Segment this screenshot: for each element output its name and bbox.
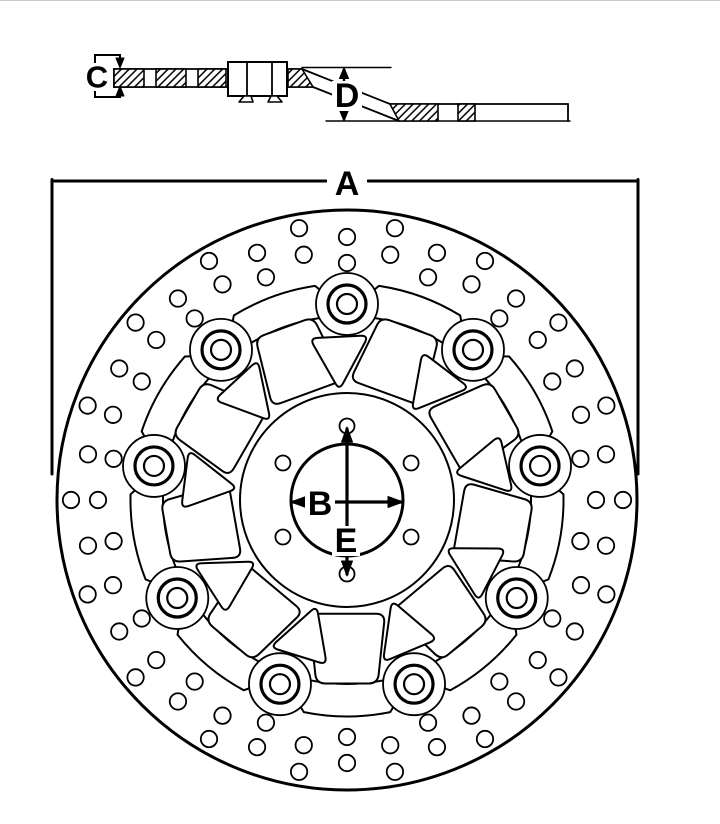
band-hole bbox=[339, 255, 355, 271]
dim-label-c: C bbox=[85, 59, 109, 95]
band-hole bbox=[420, 269, 436, 285]
band-hole bbox=[214, 707, 230, 723]
band-hole bbox=[573, 407, 589, 423]
band-hole bbox=[186, 310, 202, 326]
band-hole bbox=[90, 492, 106, 508]
band-hole bbox=[530, 332, 546, 348]
band-hole bbox=[249, 245, 265, 261]
band-hole bbox=[134, 373, 150, 389]
band-hole bbox=[339, 229, 355, 245]
section-hatch-lower2 bbox=[458, 104, 475, 121]
band-hole bbox=[134, 610, 150, 626]
band-hole bbox=[598, 586, 614, 602]
band-hole bbox=[477, 731, 493, 747]
band-hole bbox=[567, 360, 583, 376]
arrowhead bbox=[116, 58, 124, 68]
band-hole bbox=[201, 253, 217, 269]
band-hole bbox=[105, 533, 121, 549]
bolt-hole bbox=[275, 456, 290, 471]
band-hole bbox=[249, 739, 265, 755]
band-hole bbox=[508, 290, 524, 306]
band-hole bbox=[573, 577, 589, 593]
band-hole bbox=[550, 669, 566, 685]
bolt-hole bbox=[404, 456, 419, 471]
dim-label-b: B bbox=[307, 485, 333, 523]
dim-label-a: A bbox=[334, 165, 360, 203]
band-hole bbox=[387, 764, 403, 780]
band-hole bbox=[339, 755, 355, 771]
band-hole bbox=[80, 446, 96, 462]
float-button-bore bbox=[270, 674, 290, 694]
band-hole bbox=[105, 577, 121, 593]
band-hole bbox=[105, 451, 121, 467]
band-hole bbox=[127, 314, 143, 330]
float-button-bore bbox=[463, 340, 483, 360]
band-hole bbox=[429, 245, 445, 261]
float-button-bore bbox=[530, 456, 550, 476]
band-hole bbox=[258, 269, 274, 285]
band-hole bbox=[463, 707, 479, 723]
band-hole bbox=[420, 715, 436, 731]
band-hole bbox=[598, 397, 614, 413]
band-hole bbox=[339, 729, 355, 745]
band-hole bbox=[148, 652, 164, 668]
float-button-bore bbox=[404, 674, 424, 694]
cross-section-view bbox=[84, 55, 570, 121]
band-hole bbox=[477, 253, 493, 269]
band-hole bbox=[588, 492, 604, 508]
band-hole bbox=[598, 446, 614, 462]
float-button-bore bbox=[337, 294, 357, 314]
band-hole bbox=[148, 332, 164, 348]
bolt-hole bbox=[275, 530, 290, 545]
band-hole bbox=[111, 623, 127, 639]
section-hatch-segment bbox=[198, 69, 226, 87]
bolt-hole bbox=[404, 530, 419, 545]
band-hole bbox=[382, 247, 398, 263]
band-hole bbox=[296, 247, 312, 263]
band-hole bbox=[550, 314, 566, 330]
band-hole bbox=[544, 610, 560, 626]
dim-label-d: D bbox=[334, 77, 360, 115]
float-button-bore bbox=[144, 456, 164, 476]
band-slot bbox=[298, 680, 395, 716]
band-hole bbox=[79, 586, 95, 602]
section-hatch-segment bbox=[156, 69, 186, 87]
band-hole bbox=[105, 407, 121, 423]
float-button-bore bbox=[507, 588, 527, 608]
band-hole bbox=[530, 652, 546, 668]
band-hole bbox=[186, 673, 202, 689]
front-view bbox=[52, 165, 638, 790]
band-hole bbox=[615, 492, 631, 508]
band-hole bbox=[382, 737, 398, 753]
band-hole bbox=[201, 731, 217, 747]
band-hole bbox=[111, 360, 127, 376]
float-button-bore bbox=[167, 588, 187, 608]
band-hole bbox=[491, 310, 507, 326]
band-hole bbox=[572, 451, 588, 467]
section-hatch-segment bbox=[114, 69, 144, 87]
band-hole bbox=[291, 220, 307, 236]
band-hole bbox=[567, 623, 583, 639]
band-hole bbox=[170, 290, 186, 306]
band-hole bbox=[80, 537, 96, 553]
band-hole bbox=[508, 693, 524, 709]
band-hole bbox=[463, 276, 479, 292]
band-hole bbox=[296, 737, 312, 753]
section-hatch-lower1 bbox=[390, 104, 438, 121]
band-hole bbox=[572, 533, 588, 549]
band-hole bbox=[291, 764, 307, 780]
band-hole bbox=[127, 669, 143, 685]
dim-label-e: E bbox=[334, 522, 358, 560]
band-hole bbox=[170, 693, 186, 709]
band-hole bbox=[491, 673, 507, 689]
band-hole bbox=[258, 715, 274, 731]
band-hole bbox=[387, 220, 403, 236]
band-hole bbox=[214, 276, 230, 292]
rivet-section-body bbox=[228, 62, 287, 96]
float-button-bore bbox=[211, 340, 231, 360]
band-hole bbox=[429, 739, 445, 755]
band-hole bbox=[598, 537, 614, 553]
band-hole bbox=[79, 397, 95, 413]
band-hole bbox=[63, 492, 79, 508]
band-hole bbox=[544, 373, 560, 389]
